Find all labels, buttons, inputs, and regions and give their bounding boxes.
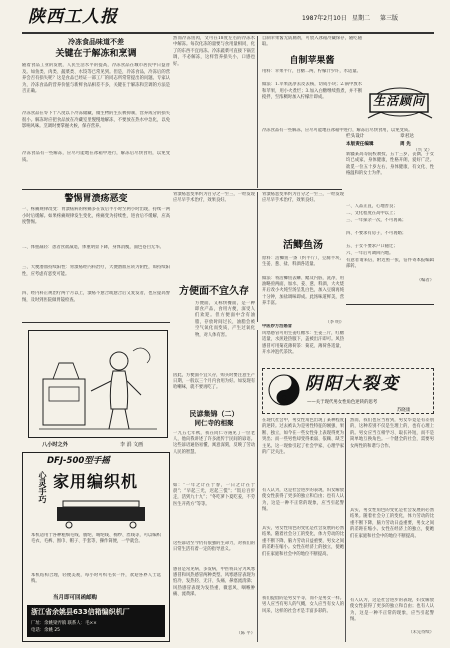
masthead [0,0,450,40]
yin-yang-title: 阴阳大裂变 [305,374,400,394]
ad-desc-1: 本机适用于各种粗细毛线、腈纶、晴纶线、棉纱、丝线等，可以编织毛衣、毛裤、围巾、帽子、手套等，操作简便，一学就会。 [31,533,161,545]
column-logo-title: 生活顾问 [372,94,425,108]
masthead-weekday: 星期二 [352,15,371,22]
ad-brand: DFJ-500型手摇 [47,456,110,466]
masthead-title: 陕西工人报 [28,7,118,27]
folk-sayings-title: 民谚集锦（二） [189,410,239,418]
ulcer-article [22,192,170,320]
yin-yang-article-col1 [262,418,344,642]
yin-yang-body-5: 我们提倡的是男女平等，而不是男女一样。男人应当有男人的气概，女人应当有女人的风采，这样的社会才是丰富多彩的。 [262,596,344,614]
comic-caption: 八小时之外 [42,442,68,448]
masthead-page: 第三版 [380,15,399,22]
personal-ad-item-1: 一、人品正直，心地善良； [346,204,398,209]
column-logo [364,80,436,130]
section-rule-3 [346,304,434,305]
ad-company: 浙江省余姚县633信箱编织机厂 [31,608,130,616]
apple-jam-method: 做法：1.苹果洗净去皮去核，切成小块；2.锅中放水和苹果，用小火煮烂；3.加入白糖继续熬煮，并不断搅拌，至浓稠时加入柠檬汁即成。 [262,82,362,101]
apple-jam-tip: 冷冻食品有一些解冻，应尽可能地在冰箱中进行，解冻后尽快食用，以免变质。 [262,128,413,133]
frozen-food-body-2: 冷冻食品在零下十八度以下冷冻储藏，微生物的生长被抑制，营养成分的损失很小。解冻时应把食品放在冷藏室里慢慢地解冻，不要放在热水中急化，以免影响风味。烹调时要掌握火候，保存营养。 [22,111,170,130]
frozen-food-body-3: 然而冷冻鱼肉，文可在18度左右的冷冻水中解冻。每次化冻的量要与食用量相同，化了的东西不宜再冻。冷冻蔬菜可直接下锅烹调，不必解冻，这样营养损失小，口感也好。 [173,36,255,67]
comic-author: 李 涓 文画 [120,442,144,448]
fish-soup-ingredients: 原料：活鲫鱼一条（约半斤），豆腐半块，生姜、葱、盐、料酒各适量。 [262,255,344,267]
frozen-food-body-1: 随着食品工业的发展，人民生活水平的提高，冷冻食品在城市居民中日益普及。如鱼类、肉类、蔬菜类、水饺等已常见到。但是，冷冻食品，冷冻后的营养会否有损失呢？这是食品已经证一部工厂的同志所常常提出的问题。专家认为，冷冻食品的营养价值与新鲜食品相差不多，关键在于解冻和烹调的方法是否正确。 [22,63,170,95]
noodle-article [173,286,255,408]
folk-sayings-extra: 感冒是常见病、多发病，中医将其分为风寒感冒和风热感冒两种类型。风寒感冒表现为怕冷、发热轻、无汗、头痛、鼻塞流清涕；风热感冒表现为发热重、微恶风、咽喉肿痛、流黄涕。 [173,566,255,598]
fish-soup-title: 活鲫鱼汤 [283,240,323,251]
yin-yang-author: 苏晓康 [397,408,411,413]
cold-remedy-title: 中医妙方治感冒 [262,324,293,329]
ulcer-body-3: 三、大便潜血持续阳性：胃溃疡经内科治疗，大便潜血应转为阴性，如持续阳性，应考虑有恶变可能。 [22,265,170,277]
folk-sayings-body-1: 一九五七年秋，我在同仁寺遇见了一位老人，他向我讲述了许多流传于民间的谚语。这些谚语通俗易懂，寓意深刻，反映了劳动人民的智慧。 [173,430,255,455]
masthead-date: 1987年2月10日 [302,15,347,22]
ad-machine-illustration [55,497,147,529]
ulcer-article-cont [173,192,255,282]
masthead-rule [22,32,434,34]
column-design-label: 栏头设计 [346,134,365,139]
apple-jam-title: 自制苹果酱 [289,56,335,66]
yin-yang-body-4b: 其实，男女性角色的变化是社会发展的必然结果。随着社会分工的变化，体力劳动的比重不断下降，脑力劳动日益重要，男女之间的差距在缩小。女性在经济上的独立，使她们在家庭和社会中的地位不断提高。 [350,508,434,539]
fish-soup-method: 做法：将活鲫鱼去鳞、鳃及内脏，洗净，用油略煎两面，加水、姜、葱、料酒，大火烧开后改小火炖至汤呈乳白色，加入豆腐再炖十分钟，加盐调味即成。此汤味道鲜美，营养丰富。 [262,275,344,307]
noodle-title: 方便面不宜久存 [179,286,249,297]
column-divider [257,36,258,188]
yin-yang-body-5b: 有人认为，这是社会进步的表现，妇女解放使女性获得了更多的独立和自由；也有人认为，这是一种不正常的现象，应当引起警惕。 [350,598,434,623]
yin-yang-subtitle: ——关于现代男女性角色逆转的思考 [307,400,378,405]
yin-yang-body-2: 有人认为，这是社会进步的表现，妇女解放使女性获得了更多的独立和自由；也有人认为，这是一种不正常的现象，应当引起警惕。 [262,488,344,513]
apple-jam-byline: （兴 文） [413,148,432,153]
cold-remedy-article [262,324,344,364]
apple-jam-article [262,36,362,126]
cold-remedy-body: 风寒感冒可用生姜红糖水：生姜三片，红糖适量，水煎趁热服下，盖被出汗即可。风热感冒可用菊花薄荷茶：菊花、薄荷各适量，开水冲泡代茶饮。 [262,331,344,356]
frozen-food-article [22,36,170,186]
personal-ad-item-2: 二、文化程度在高中以上； [346,211,398,216]
frozen-food-title: 关键在于解冻和烹调 [55,49,137,60]
personal-ad-end: （编者） [416,278,434,283]
yin-yang-body-1: 在现代社会中，男女性角色出现了某种程度的逆转。过去被认为是男性特征的刚强、果断、独立，如今在一些女性身上表现得更为突出；而一些男性却变得柔弱、依赖、缺乏主见。这一现象引起了社会学家、心理学家的广泛关注。 [262,418,344,456]
personal-ad-item-5: 五、子女不要求户口随迁； [346,244,398,249]
comic-illustration [29,331,167,437]
fish-soup-byline: （李 明） [325,319,344,325]
apple-jam-ingredients: 用料：苹果半斤，白糖二两，柠檬汁少许，水适量。 [262,69,361,75]
personal-ad-intro: 新疆某高等院校教授，五十三岁，丧偶，子女均已成家，身体健康，性格开朗，爱好广泛。欲觅一位五十岁左右、身体健康、有文化、性格温和的女士为伴。 [346,152,434,177]
ad-address: 厂址：余姚梁弄镇 联系人：毛×× [31,621,97,626]
section-rule-1 [22,189,342,190]
ulcer-body-4: 四、经内科正规治疗两个月以上，溃疡不愈合或愈合后又复发者，也应提高警惕，及时到医院做胃镜检查。 [22,291,170,303]
folk-sayings-body-2: 如：“一年之计在于春，一日之计在于晨”；“早起三光，迟起三慌”；“饭后百步走，活到九十九”；“冬吃萝卜夏吃姜，不劳医生开药方”等等。 [173,482,255,507]
yin-yang-end: （未完待续） [408,630,434,635]
folk-sayings-byline: （陈 平） [236,630,255,636]
yin-yang-icon [267,373,301,407]
folk-sayings-body-3: 这些谚语至今仍有很强的生命力，对我们的日常生活有着一定的指导意义。 [173,540,255,552]
yin-yang-title-box [262,368,434,414]
ulcer-body-5: 胃溃疡恶变率约为百分之一至三，一经发现应尽早手术治疗，效果良好。 [173,192,255,204]
folk-sayings-article [173,410,255,642]
ulcer-body-2: 二、体重减轻：患者食欲减退，体重明显下降，身体消瘦，面色苍白无华。 [22,245,164,251]
ad-desc-2: 本机结构合理，轻便美观，每小时可织毛衣一件，欢迎各界人士选购。 [31,573,161,585]
column-divider-3 [257,330,258,642]
ulcer-body-1: 一、疼痛规律改变：胃溃疡病的疼痛多在饭后半小时至两小时出现，持续一两小时后缓解。如果疼痛规律发生变化，疼痛变为持续性，进食后不缓解，应高度警惕。 [22,207,170,226]
frozen-food-article-cont [173,36,255,186]
personal-ad-item-4: 四、不要求有房子，不可再婚； [346,231,407,236]
ulcer-title: 警惕胃溃疡恶变 [64,194,128,204]
yin-yang-body-4: 然而，我们也应当看到，男女毕竟是有差别的，这种差别不仅是生理上的，也有心理上的。男女应当互相学习、取长补短，而不是简单地互换角色。一个健全的社会，需要男女两性的和谐与合作。 [350,418,434,449]
column-divider-2 [257,192,258,322]
ad-product: 家用编织机 [53,472,139,491]
column-divider-4 [345,418,346,642]
yin-yang-body-3: 其实，男女性角色的变化是社会发展的必然结果。随着社会分工的变化，体力劳动的比重不断下降，脑力劳动日益重要，男女之间的差距在缩小。女性在经济上的独立，使她们在家庭和社会中的地位不断提高。 [262,526,344,557]
ad-hotline: 当月即可回函邮购 [53,595,98,601]
frozen-food-kicker: 冷冻食品味道不差 [68,38,124,46]
ad-phone: 电话：余姚 25 [31,628,60,633]
noodle-body-2: 因此，方便面不宜久存，购买时要注意生产日期，一般以三个月内食用为好。如发现有哈喇味，就不要再吃了。 [173,372,255,391]
comic-frame [28,330,168,438]
fish-soup-article [262,192,344,325]
apple-jam-intro: 自制苹果酱无防腐剂，可放入冰箱冷藏保存，随吃随取。 [262,36,362,48]
personal-ad-article [346,152,434,302]
folk-sayings-subtitle: 同仁寺的相聚 [194,419,234,428]
section-rule-2 [22,322,170,323]
noodle-body-1: 方便面，又称快餐面，是一种即食产品，食用方便，深受人们欢迎。但方便面中含有油脂，存放时间过长，油脂会被空气氧化而变质，产生过氧化物，对人体有害。 [195,300,255,338]
page-editor-label: 本版责任编辑 [346,142,374,147]
ad-slogan: 心灵手巧 [38,471,47,503]
ad-company-banner [27,605,165,637]
personal-ad-note: 有意者请来信，附近照一张，信件寄本报编辑部转。 [346,258,434,270]
fish-soup-lead: 胃溃疡恶变率约为百分之一至三，一经发现应尽早手术治疗，效果良好。 [262,192,344,204]
frozen-food-body-4: 冷冻食品有一些解冻，应尽可能地在冰箱中进行，解冻后尽快食用，以免变质。 [22,151,170,163]
column-design-name: 章君达 [400,134,414,139]
personal-ad-item-3: 三、一年探亲一次，不可再离； [346,218,407,223]
knitting-machine-ad [22,452,170,642]
yin-yang-article-col2 [350,418,434,642]
personal-ad-item-6: 六、一年后可调回内地。 [346,251,394,256]
page-editor-name: 周 先 [400,142,411,147]
